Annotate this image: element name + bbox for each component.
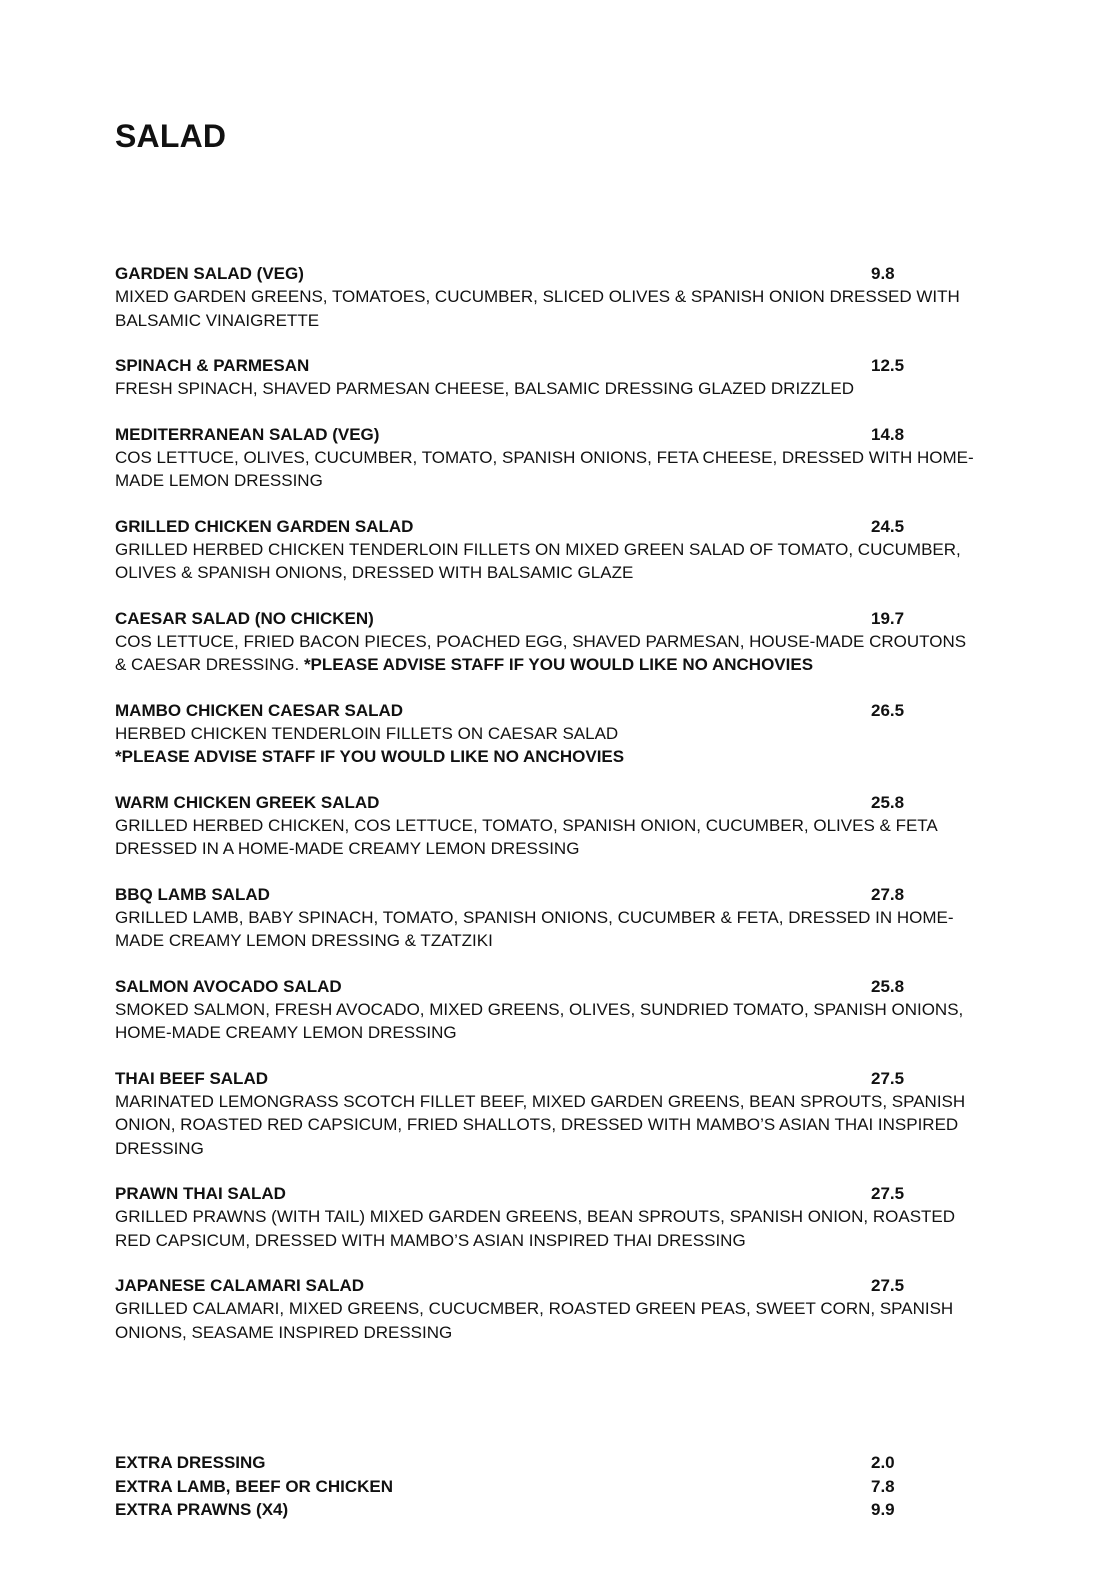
item-name: BBQ LAMB SALAD xyxy=(115,884,270,904)
item-description: MIXED GARDEN GREENS, TOMATOES, CUCUMBER, SLICED OLIVES & SPANISH ONION DRESSED WITH BALSAMIC VINAIGRETTE xyxy=(115,287,960,330)
item-name: GARDEN SALAD (VEG) xyxy=(115,264,304,283)
item-price: 19.7 xyxy=(871,608,905,628)
menu-item-grilled-chicken-garden-salad xyxy=(115,515,985,585)
item-price: 25.8 xyxy=(871,976,905,996)
menu-item-salmon-avocado-salad xyxy=(115,975,985,1045)
extra-price: 9.9 xyxy=(871,1500,895,1519)
item-note: *PLEASE ADVISE STAFF IF YOU WOULD LIKE NO ANCHOVIES xyxy=(115,747,625,766)
item-name: SALMON AVOCADO SALAD xyxy=(115,976,342,996)
extra-row xyxy=(115,1498,985,1522)
extra-name: EXTRA DRESSING xyxy=(115,1453,266,1472)
item-price: 27.5 xyxy=(871,1276,905,1295)
menu-item-mambo-chicken-caesar-salad xyxy=(115,699,985,769)
item-price: 14.8 xyxy=(871,424,905,444)
item-name: MEDITERRANEAN SALAD (VEG) xyxy=(115,424,380,444)
menu-item-mediterranean-salad xyxy=(115,423,985,493)
menu-item-bbq-lamb-salad xyxy=(115,883,985,953)
menu-item-warm-chicken-greek-salad xyxy=(115,791,985,861)
menu-item-spinach-parmesan xyxy=(115,354,985,401)
item-description: GRILLED LAMB, BABY SPINACH, TOMATO, SPANISH ONIONS, CUCUMBER & FETA, DRESSED IN HOME-MADE CREAMY LEMON DRESSING & TZATZIKI xyxy=(115,907,954,950)
item-name: CAESAR SALAD (NO CHICKEN) xyxy=(115,608,374,628)
menu-item-garden-salad xyxy=(115,262,985,332)
menu-list xyxy=(115,262,985,1366)
item-name: PRAWN THAI SALAD xyxy=(115,1184,286,1203)
menu-item-thai-beef-salad xyxy=(115,1067,985,1161)
item-price: 26.5 xyxy=(871,700,905,720)
item-description: MARINATED LEMONGRASS SCOTCH FILLET BEEF, MIXED GARDEN GREENS, BEAN SPROUTS, SPANISH ONION, ROASTED RED CAPSICUM, FRIED SHALLOTS, DRESSED WITH MAMBO’S ASIAN THAI INSPIRED DRESSING xyxy=(115,1091,966,1158)
item-price: 27.5 xyxy=(871,1184,905,1203)
extra-name: EXTRA LAMB, BEEF OR CHICKEN xyxy=(115,1476,393,1496)
item-description: COS LETTUCE, FRIED BACON PIECES, POACHED EGG, SHAVED PARMESAN, HOUSE-MADE CROUTONS & CAESAR DRESSING. *PLEASE ADVISE STAFF IF YOU WOULD LIKE NO ANCHOVIES xyxy=(115,631,967,674)
item-price: 12.5 xyxy=(871,356,905,375)
extra-row xyxy=(115,1451,985,1475)
item-description: GRILLED CALAMARI, MIXED GREENS, CUCUCMBER, ROASTED GREEN PEAS, SWEET CORN, SPANISH ONIONS, SEASAME INSPIRED DRESSING xyxy=(115,1299,954,1342)
item-name: JAPANESE CALAMARI SALAD xyxy=(115,1276,365,1295)
extra-price: 7.8 xyxy=(871,1476,895,1496)
item-name: SPINACH & PARMESAN xyxy=(115,356,310,375)
item-name: MAMBO CHICKEN CAESAR SALAD xyxy=(115,700,404,720)
item-description: GRILLED PRAWNS (WITH TAIL) MIXED GARDEN GREENS, BEAN SPROUTS, SPANISH ONION, ROASTED RED CAPSICUM, DRESSED WITH MAMBO’S ASIAN INSPIRED THAI DRESSING xyxy=(115,1207,956,1250)
item-description: COS LETTUCE, OLIVES, CUCUMBER, TOMATO, SPANISH ONIONS, FETA CHEESE, DRESSED WITH HOME-MADE LEMON DRESSING xyxy=(115,447,974,490)
extra-row xyxy=(115,1475,985,1499)
item-price: 25.8 xyxy=(871,792,905,812)
item-name: GRILLED CHICKEN GARDEN SALAD xyxy=(115,516,414,536)
menu-item-japanese-calamari-salad xyxy=(115,1274,985,1344)
item-description: HERBED CHICKEN TENDERLOIN FILLETS ON CAESAR SALAD *PLEASE ADVISE STAFF IF YOU WOULD LIKE NO ANCHOVIES xyxy=(115,723,625,766)
item-note: *PLEASE ADVISE STAFF IF YOU WOULD LIKE NO ANCHOVIES xyxy=(303,655,814,674)
item-price: 27.8 xyxy=(871,884,905,904)
item-description: SMOKED SALMON, FRESH AVOCADO, MIXED GREENS, OLIVES, SUNDRIED TOMATO, SPANISH ONIONS, HOME-MADE CREAMY LEMON DRESSING xyxy=(115,999,964,1042)
item-name: THAI BEEF SALAD xyxy=(115,1068,268,1088)
extra-price: 2.0 xyxy=(871,1453,895,1472)
item-price: 27.5 xyxy=(871,1068,905,1088)
menu-item-prawn-thai-salad xyxy=(115,1182,985,1252)
item-description: GRILLED HERBED CHICKEN TENDERLOIN FILLETS ON MIXED GREEN SALAD OF TOMATO, CUCUMBER, OLIVES & SPANISH ONIONS, DRESSED WITH BALSAMIC GLAZE xyxy=(115,539,961,582)
extra-name: EXTRA PRAWNS (X4) xyxy=(115,1500,289,1519)
item-name: WARM CHICKEN GREEK SALAD xyxy=(115,792,380,812)
menu-item-caesar-salad xyxy=(115,607,985,677)
extras-list xyxy=(115,1451,985,1522)
page-title: SALAD xyxy=(115,118,227,154)
item-price: 9.8 xyxy=(871,264,895,283)
item-price: 24.5 xyxy=(871,516,905,536)
item-description: GRILLED HERBED CHICKEN, COS LETTUCE, TOMATO, SPANISH ONION, CUCUMBER, OLIVES & FETA DRESSED IN A HOME-MADE CREAMY LEMON DRESSING xyxy=(115,815,937,858)
item-description: FRESH SPINACH, SHAVED PARMESAN CHEESE, BALSAMIC DRESSING GLAZED DRIZZLED xyxy=(115,379,855,398)
